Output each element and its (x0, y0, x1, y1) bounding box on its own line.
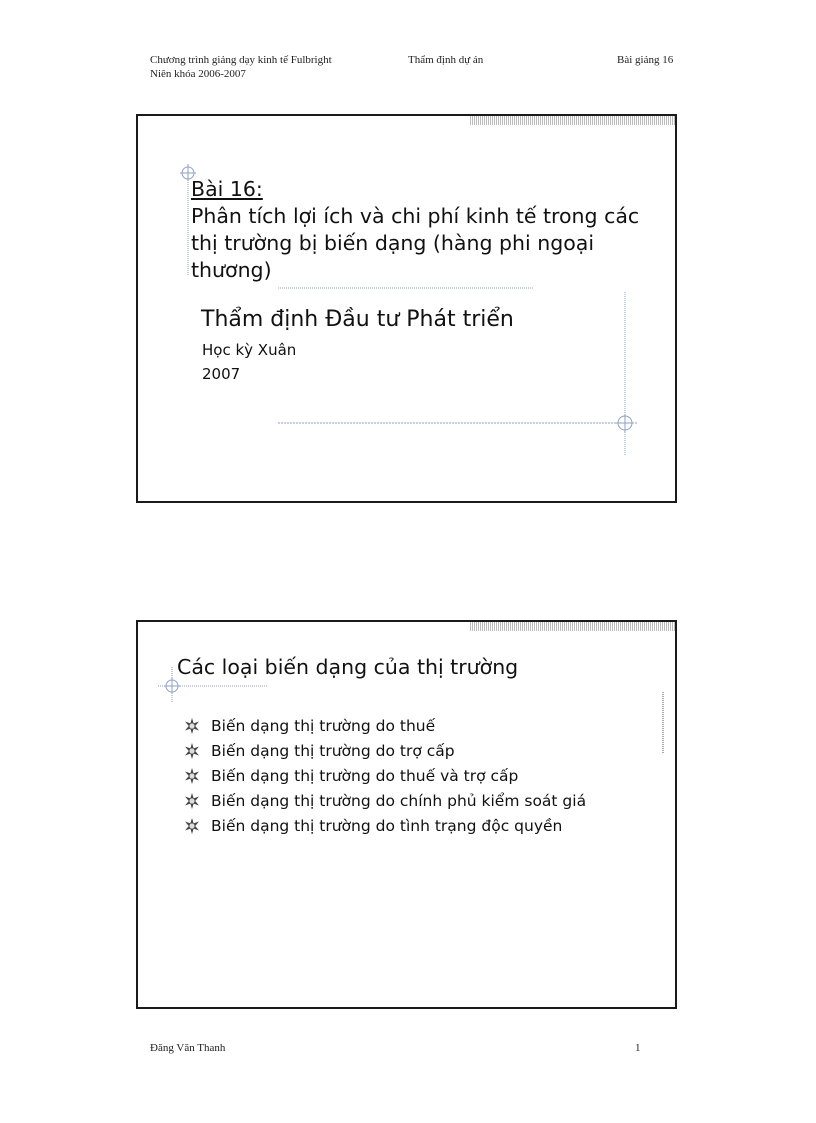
starburst-bullet-icon (184, 743, 200, 759)
page-number: 1 (635, 1042, 641, 1054)
list-item-text: Biến dạng thị trường do trợ cấp (211, 741, 455, 760)
list-item (184, 813, 586, 838)
header-lecture: Bài giảng 16 (617, 54, 674, 66)
slide-2 (136, 620, 677, 1009)
title-line: Phân tích lợi ích và chi phí kinh tế trong các (191, 204, 640, 228)
list-item-text: Biến dạng thị trường do chính phủ kiểm soát giá (211, 791, 587, 810)
year-label: 2007 (202, 365, 241, 383)
title-line: thị trường bị biến dạng (hàng phi ngoại (191, 231, 595, 255)
bullet-list (184, 713, 586, 838)
list-item-text: Biến dạng thị trường do thuế và trợ cấp (211, 766, 519, 785)
starburst-bullet-icon (184, 818, 200, 834)
list-item (184, 788, 586, 813)
list-item (184, 738, 586, 763)
header-program: Chương trình giảng dạy kinh tế Fulbright (150, 54, 332, 66)
list-item-text: Biến dạng thị trường do thuế (211, 716, 436, 735)
starburst-bullet-icon (184, 768, 200, 784)
slide-1-title (191, 176, 651, 284)
starburst-bullet-icon (184, 718, 200, 734)
list-item-text: Biến dạng thị trường do tình trạng độc quyền (211, 816, 563, 835)
header-course: Thẩm định dự án (408, 54, 484, 66)
slide-2-title: Các loại biến dạng của thị trường (177, 655, 519, 679)
list-item (184, 713, 586, 738)
lesson-number: Bài 16: (191, 177, 263, 201)
title-line: thương) (191, 258, 272, 282)
footer-author: Đăng Văn Thanh (150, 1042, 226, 1054)
starburst-bullet-icon (184, 793, 200, 809)
semester-label: Học kỳ Xuân (202, 341, 297, 359)
slide-1 (136, 114, 677, 503)
list-item (184, 763, 586, 788)
slide-1-subtitle: Thẩm định Đầu tư Phát triển (201, 307, 514, 332)
header-year: Niên khóa 2006-2007 (150, 68, 246, 80)
